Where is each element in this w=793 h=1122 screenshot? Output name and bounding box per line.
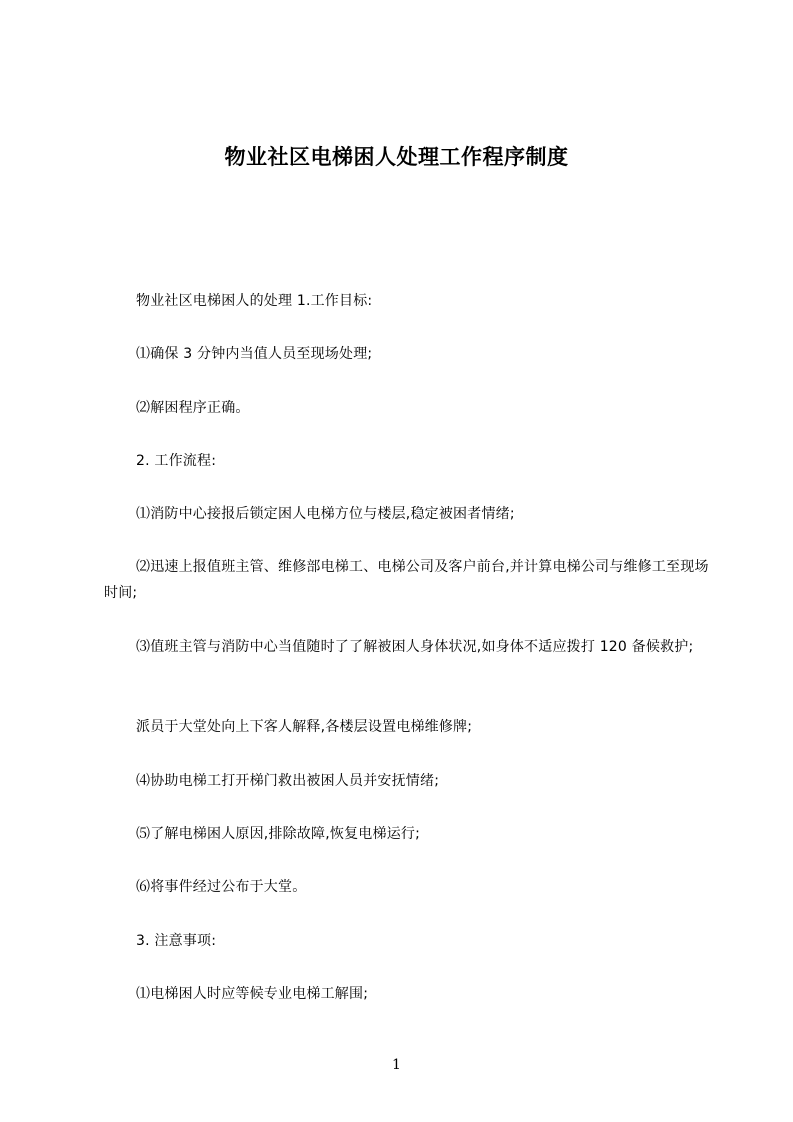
paragraph-item: ⑵迅速上报值班主管、维修部电梯工、电梯公司及客户前台,并计算电梯公司与维修工至现场时间;	[104, 559, 709, 601]
paragraph-item: ⑴确保 3 分钟内当值人员至现场处理;	[136, 346, 373, 362]
paragraph-item: ⑴电梯困人时应等候专业电梯工解围;	[136, 986, 369, 1002]
paragraph-item: ⑹将事件经过公布于大堂。	[136, 879, 307, 895]
paragraph-item: ⑶值班主管与消防中心当值随时了了解被困人身体状况,如身体不适应拨打 120 备候救护;	[136, 639, 694, 655]
section-heading: 3. 注意事项:	[136, 933, 217, 949]
page-number: 1	[392, 1057, 401, 1073]
paragraph-item: ⑷协助电梯工打开梯门救出被困人员并安抚情绪;	[136, 773, 440, 789]
paragraph-item: ⑴消防中心接报后锁定困人电梯方位与楼层,稳定被困者情绪;	[136, 506, 515, 522]
paragraph-item: ⑸了解电梯困人原因,排除故障,恢复电梯运行;	[136, 826, 421, 842]
section-heading: 2. 工作流程:	[136, 453, 217, 469]
paragraph-item: 派员于大堂处向上下客人解释,各楼层设置电梯维修牌;	[136, 719, 473, 735]
paragraph-intro: 物业社区电梯困人的处理 1.工作目标:	[136, 293, 373, 309]
paragraph-item: ⑵解困程序正确。	[136, 400, 250, 416]
document-title: 物业社区电梯困人处理工作程序制度	[224, 145, 569, 169]
